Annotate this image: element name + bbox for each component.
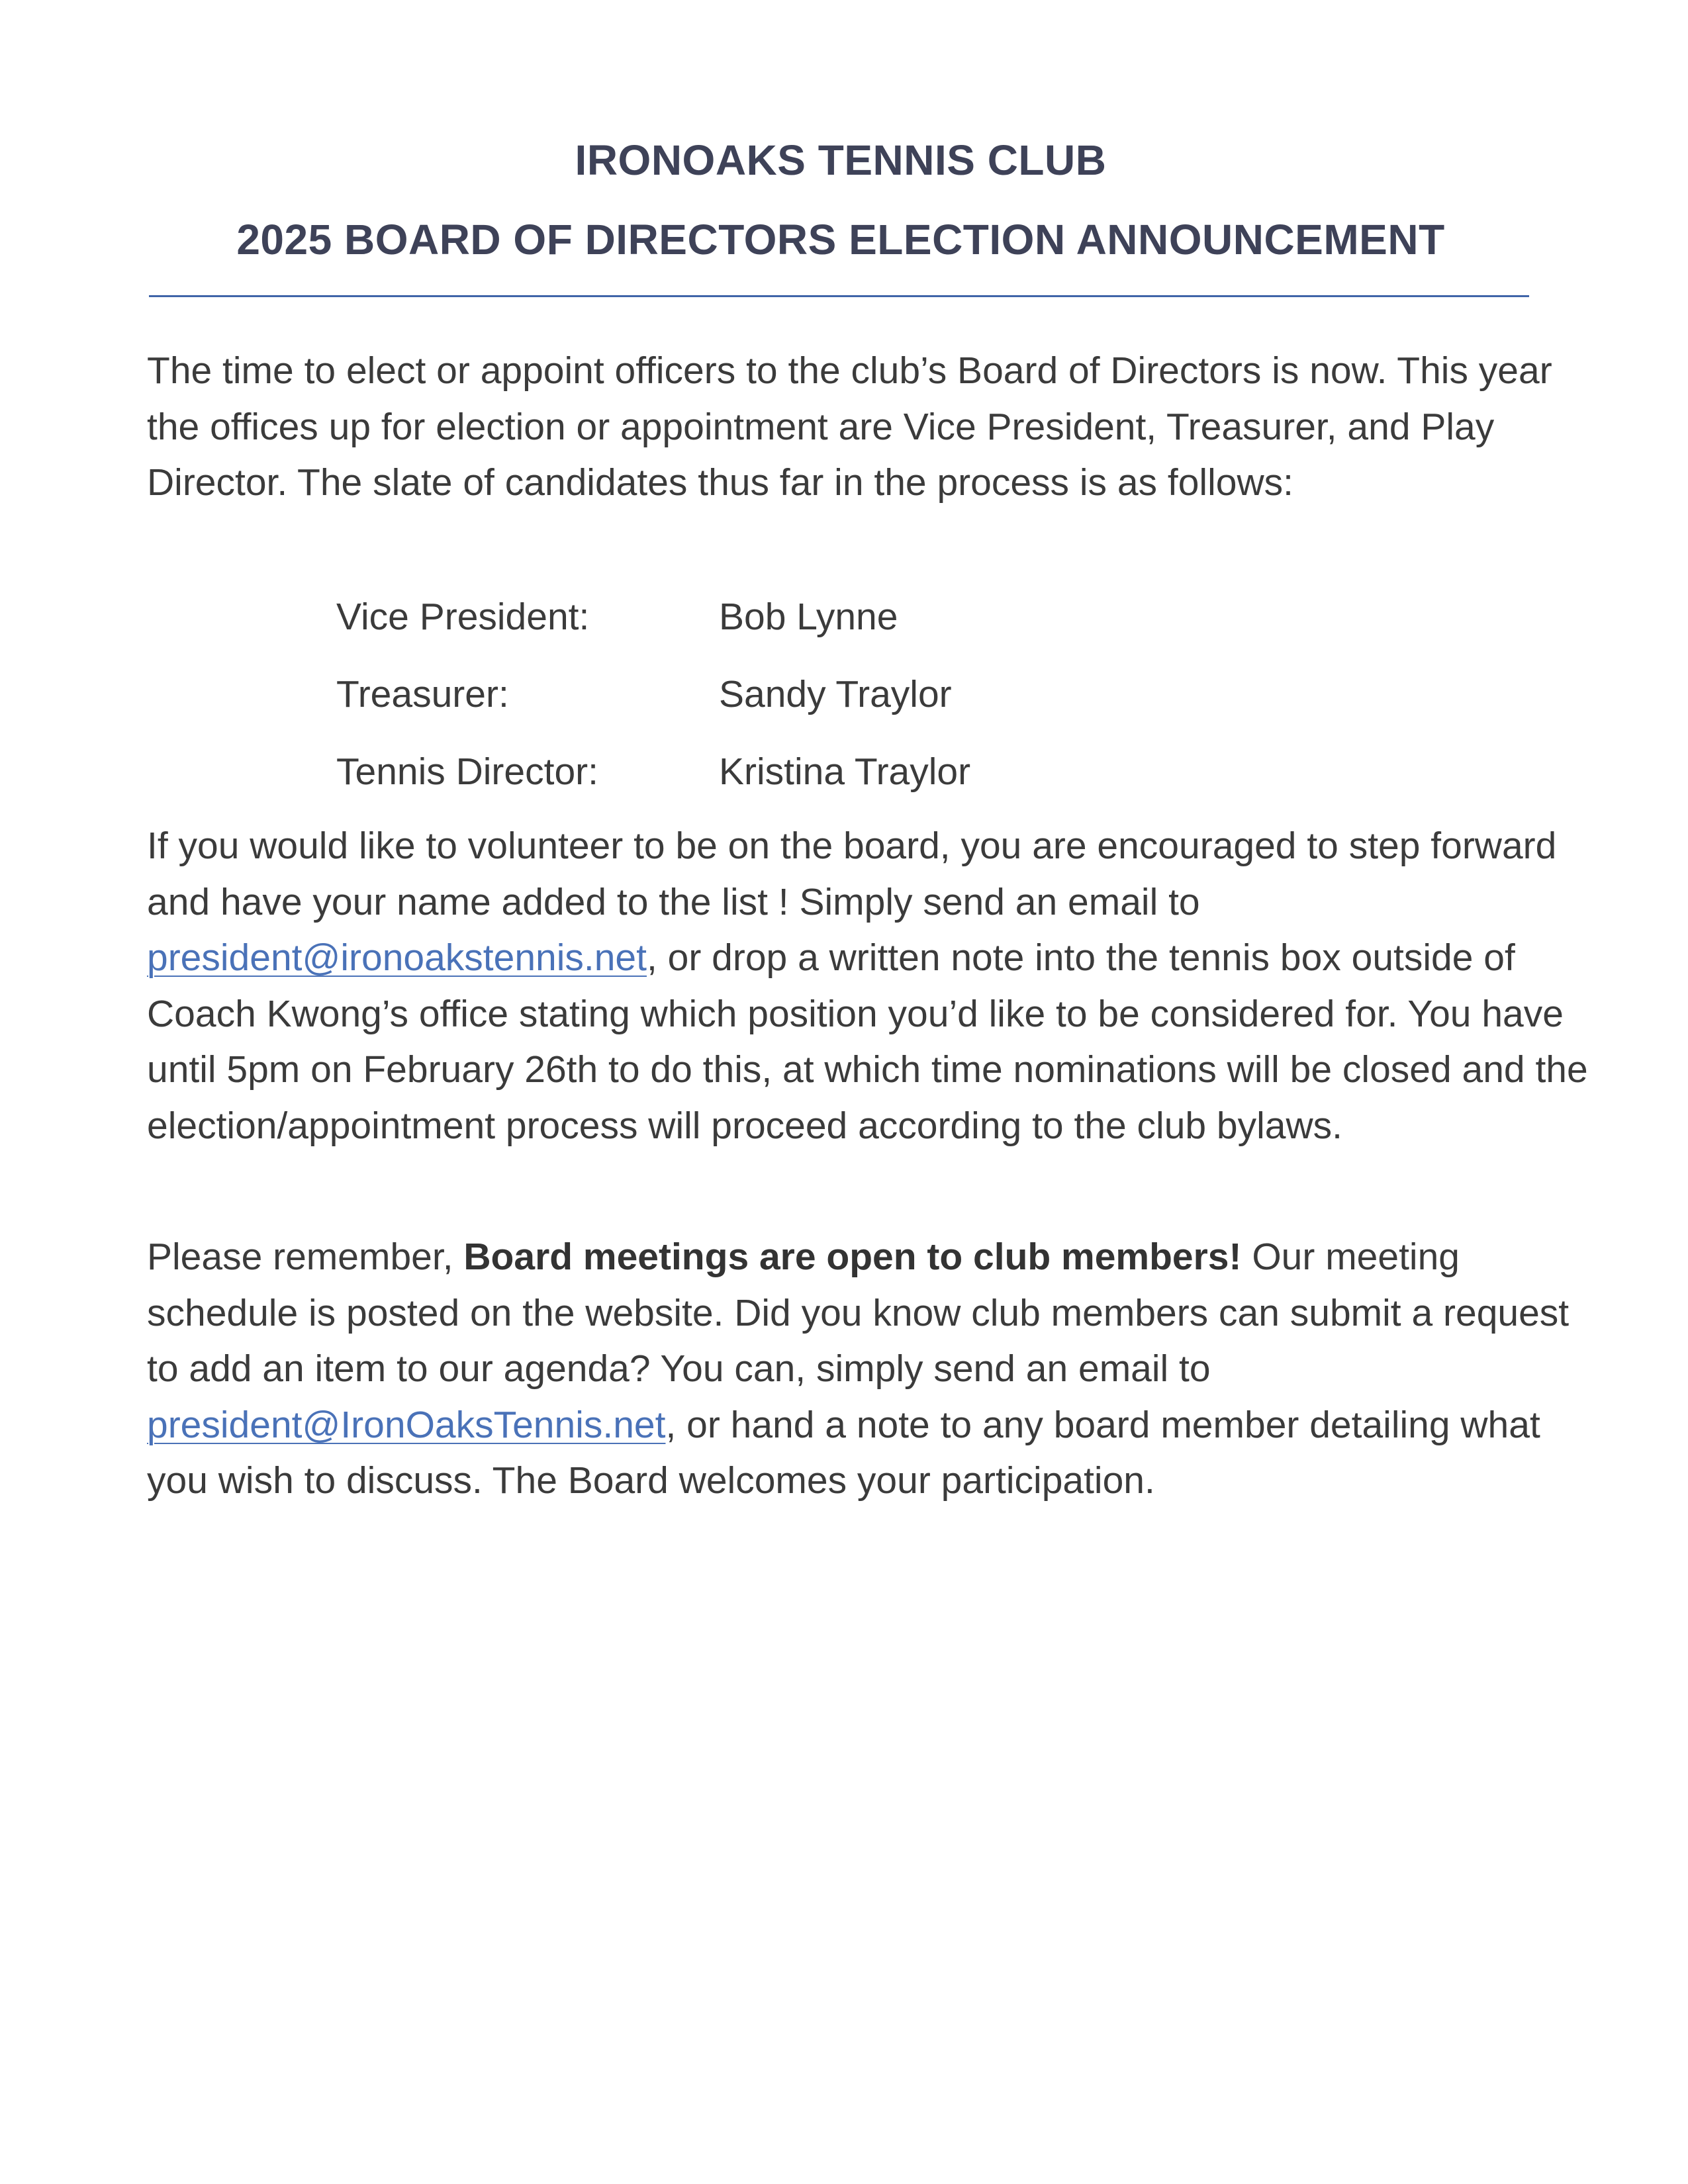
volunteer-text-lead: If you would like to volunteer to be on the board, you are encouraged to step forward and have your name added to the list ! Simply send an email to xyxy=(147,825,1557,923)
slate-candidate: Bob Lynne xyxy=(719,596,898,638)
candidate-slate xyxy=(336,589,1263,821)
meetings-open-notice: Board meetings are open to club members! xyxy=(463,1236,1242,1278)
volunteer-paragraph xyxy=(147,818,1590,1154)
president-email-link[interactable]: president@ironoakstennis.net xyxy=(147,936,647,979)
slate-row-treasurer xyxy=(336,666,1263,744)
volunteer-text-rest: , or drop a written note into the tennis box outside of Coach Kwong’s office stating which position you’d like to be considered for. You have until 5pm on February 26th to do this, at which time nominations will be closed and the election/appointment process will proceed according to the club bylaws. xyxy=(147,936,1588,1147)
meetings-text-middle: Our meeting schedule is posted on the website. Did you know club members can submit a request to add an item to our agenda? You can, simply send an email to xyxy=(147,1236,1570,1390)
slate-office: Tennis Director: xyxy=(336,751,598,793)
announcement-title: 2025 BOARD OF DIRECTORS ELECTION ANNOUNCEMENT xyxy=(236,216,1445,263)
meetings-text-rest: , or hand a note to any board member detailing what you wish to discuss. The Board welcomes your participation. xyxy=(147,1403,1540,1502)
intro-paragraph: The time to elect or appoint officers to the club’s Board of Directors is now. This year the offices up for election or appointment are Vice President, Treasurer, and Play Director. The slate of candidates thus far in the process is as follows: xyxy=(147,349,1552,504)
slate-office: Treasurer: xyxy=(336,673,509,715)
meetings-paragraph xyxy=(147,1229,1590,1509)
slate-office: Vice President: xyxy=(336,596,590,638)
slate-row-tennis-director xyxy=(336,744,1263,821)
slate-row-vice-president xyxy=(336,589,1263,666)
title-divider xyxy=(149,295,1529,297)
club-name-heading: IRONOAKS TENNIS CLUB xyxy=(575,136,1107,184)
agenda-email-link[interactable]: president@IronOaksTennis.net xyxy=(147,1403,666,1446)
meetings-text-lead: Please remember, xyxy=(147,1236,464,1278)
slate-candidate: Sandy Traylor xyxy=(719,673,952,715)
slate-candidate: Kristina Traylor xyxy=(719,751,971,793)
